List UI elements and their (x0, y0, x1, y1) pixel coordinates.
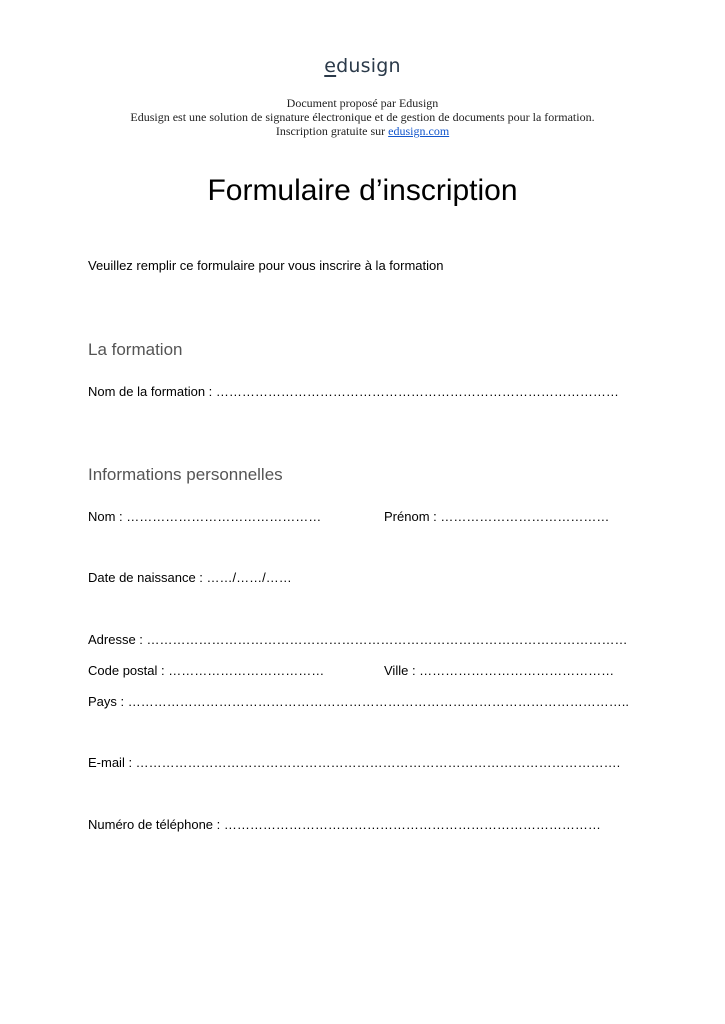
section-title-personnel: Informations personnelles (88, 465, 283, 484)
logo-rest: dusign (336, 55, 401, 77)
edusign-link[interactable]: edusign.com (388, 124, 450, 138)
field-adresse: Adresse : ………………………………………………………………………………………………… (88, 632, 628, 647)
field-email: E-mail : …………………………………………………………………………………………………. (88, 755, 621, 770)
edusign-logo (0, 55, 725, 77)
section-title-formation: La formation (88, 340, 183, 359)
field-date-naissance: Date de naissance : ……/……/…… (88, 570, 292, 585)
intro-text: Veuillez remplir ce formulaire pour vous inscrire à la formation (88, 258, 444, 273)
field-telephone: Numéro de téléphone : …………………………………………………………………………… (88, 817, 601, 832)
field-code-postal: Code postal : ……………………………… (88, 663, 325, 678)
header-line-1: Document proposé par Edusign (286, 96, 439, 110)
header-line-3 (0, 124, 725, 138)
field-nom-formation: Nom de la formation : ………………………………………………………………………………… (88, 384, 619, 399)
header-line-3-prefix: Inscription gratuite sur (275, 124, 389, 138)
logo-first-letter: e (324, 55, 337, 77)
document-header (0, 96, 725, 138)
field-pays: Pays : …………………………………………………………………………………………………….. (88, 694, 629, 709)
page-title: Formulaire d’inscription (207, 174, 518, 207)
header-line-2: Edusign est une solution de signature électronique et de gestion de documents pour la formation. (130, 110, 595, 124)
field-ville: Ville : ……………………………………… (384, 663, 615, 678)
field-nom: Nom : ……………………………………… (88, 509, 322, 524)
field-prenom: Prénom : ………………………………… (384, 509, 610, 524)
